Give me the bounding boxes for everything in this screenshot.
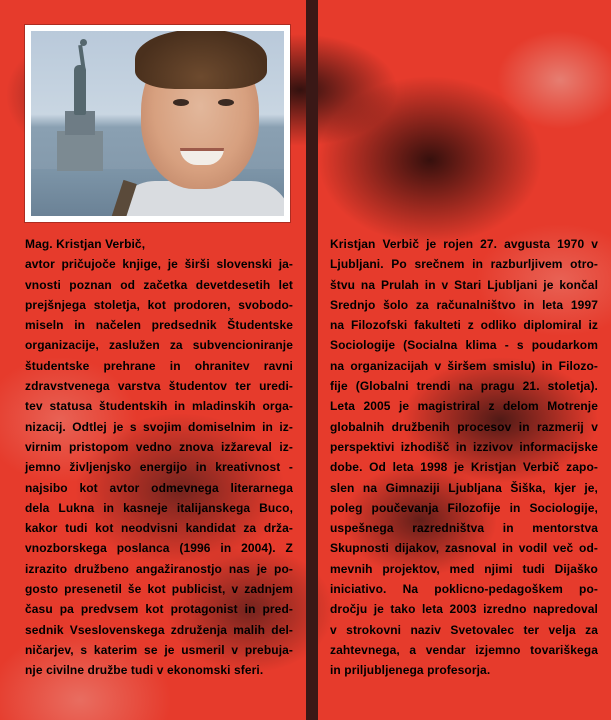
text-line: iniciativo. Na poklicno-pedagoškem po-	[330, 582, 598, 597]
text-line: Kristjan Verbič je rojen 27. avgusta 1970 v	[330, 237, 598, 251]
text-line: Ljubljani. Po srečnem in razburljivem otro-	[330, 257, 598, 272]
text-line: perspektivi izhodišč in izzivov informacijske	[330, 439, 598, 454]
left-eye	[173, 99, 189, 106]
text-line: na Filozofski fakulteti z odliko diplomiral iz	[330, 318, 598, 333]
text-line: tev statusa študentskih in mladinskih orga-	[25, 399, 293, 414]
text-line: Sociologije (Socialna klima - s poudarkom	[330, 338, 598, 353]
text-line: organizacije, zaslužen za subvencioniranje	[25, 338, 293, 353]
text-line: vnozborskega poslanca (1996 in 2004). Z	[25, 541, 293, 556]
page-gutter	[306, 0, 318, 720]
text-line: miseln in načelen predsednik Študentske	[25, 318, 293, 333]
author-heading: Mag. Kristjan Verbič,	[25, 237, 146, 251]
text-line: globalnih družbenih procesov in razmerij v	[330, 419, 598, 434]
left-text-column	[25, 234, 293, 681]
right-paragraph	[330, 234, 598, 681]
right-eye	[218, 99, 234, 106]
text-line: na organizacijah v širšem smislu) in Filozo-	[330, 358, 598, 373]
text-line: zahtevnega, a vendar izjemno tovariškega	[330, 642, 598, 657]
text-line: dobe. Od leta 1998 je Kristjan Verbič zapo-	[330, 460, 598, 475]
text-line: dročju je tako leta 2003 izredno napredoval	[330, 602, 598, 617]
text-line: jemno življenjsko energijo in kreativnost -	[25, 460, 293, 475]
text-line: avtor pričujoče knjige, je širši slovenski ja-	[25, 257, 293, 272]
text-line: in priljubljenega profesorja.	[330, 663, 491, 678]
text-line: nizacij. Odtlej je s svojim domiselnim in iz-	[25, 419, 293, 434]
statue-pedestal	[57, 131, 103, 171]
text-line: nje civilne družbe tudi v ekonomski sferi.	[25, 663, 264, 678]
text-line: prejšnjega stoletja, kot prodoren, svobodo-	[25, 297, 293, 312]
text-line: izrazito družbeno angažiranostjo nas je po-	[25, 561, 293, 576]
author-hair	[135, 31, 267, 89]
text-line: fije (Globalni trendi na pragu 21. stoletja).	[330, 379, 598, 394]
text-line: Srednjo šolo za računalništvo in leta 1997	[330, 297, 598, 312]
statue-torch	[80, 39, 87, 46]
text-line: vnosti poznan od začetka devetdesetih let	[25, 277, 293, 292]
text-line: Leta 2005 je magistriral z delom Motrenje	[330, 399, 598, 414]
text-line: slen na Gimnaziji Ljubljana Šiška, kjer je,	[330, 480, 598, 495]
statue-of-liberty	[74, 65, 86, 115]
text-line: sednik Vseslovenskega združenja malih del-	[25, 622, 293, 637]
text-line: zdravstvenega varstva študentov ter uredi-	[25, 379, 293, 394]
left-paragraph	[25, 254, 293, 680]
photo-scene	[31, 31, 284, 216]
author-photo	[25, 25, 290, 222]
text-line: najsibo kot avtor odmevnega literarnega	[25, 480, 293, 495]
text-line: dela Lukna in kasneje italijanskega Buco,	[25, 500, 293, 515]
text-line: uspešnega razredništva in mentorstva	[330, 521, 598, 536]
text-line: poleg poučevanja Filozofije in Sociologije,	[330, 500, 598, 515]
text-line: mevnih projektov, med njimi tudi Dijaško	[330, 561, 598, 576]
text-line: kakor tudi kot neodvisni kandidat za drža-	[25, 521, 293, 536]
text-line: času pa predvsem kot protagonist in pred-	[25, 602, 293, 617]
text-line: študentske prehrane in ohranitev ravni	[25, 358, 293, 373]
text-line: gosto presenetil še kot publicist, v zadnjem	[25, 582, 293, 597]
text-line: Skupnosti dijakov, zasnoval in vodil več od-	[330, 541, 598, 556]
right-text-column	[330, 234, 598, 681]
text-line: virnim pristopom vedno znova izžareval iz-	[25, 439, 293, 454]
text-line: štvu na Prulah in v Stari Ljubljani je končal	[330, 277, 598, 292]
text-line: ničarjev, s katerim se je usmeril v prebuja-	[25, 642, 293, 657]
text-line: v strokovni naziv Svetovalec ter velja za	[330, 622, 598, 637]
